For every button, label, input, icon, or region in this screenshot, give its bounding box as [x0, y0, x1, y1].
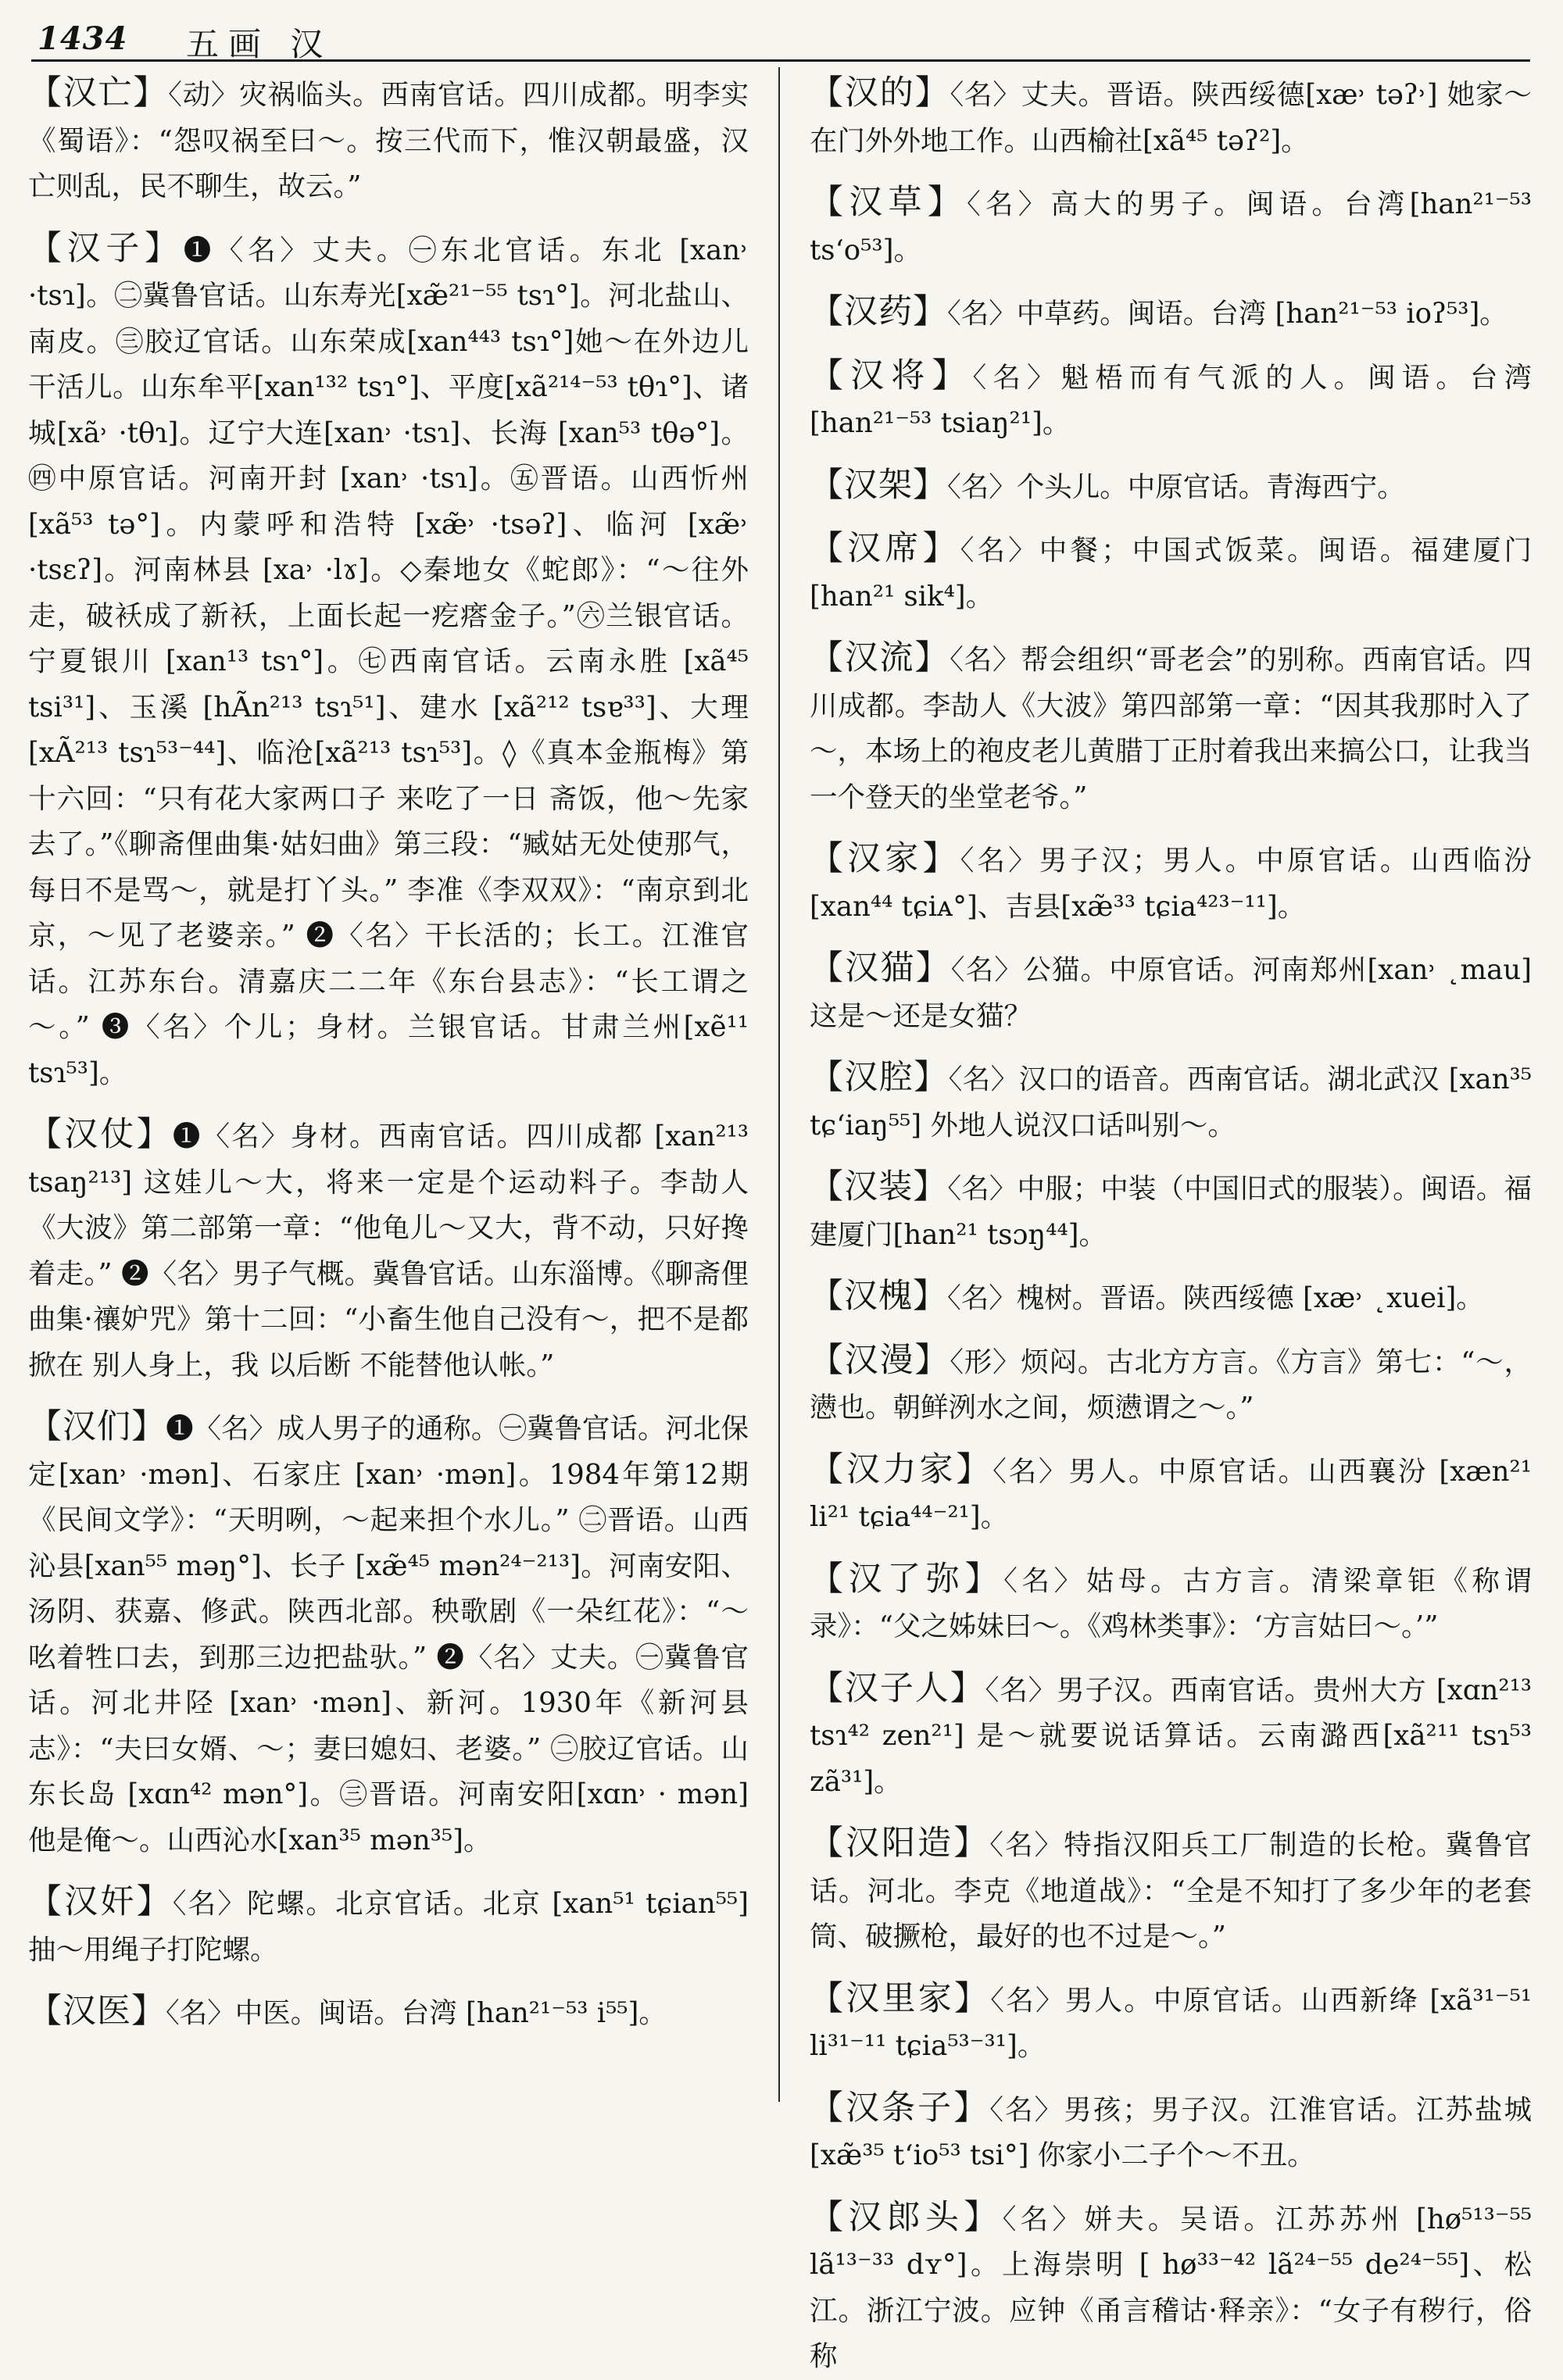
- entry-headword: 【汉家】: [810, 839, 960, 878]
- entry-headword: 【汉漫】: [810, 1340, 950, 1380]
- entry-definition: 〈名〉男孩；男子汉。江淮官话。江苏盐城 [xæ̃³⁵ t‘io⁵³ tsi°] 你家小二子个～不丑。: [810, 2093, 1533, 2171]
- dictionary-entry: [810, 526, 1532, 620]
- entry-headword: 【汉了弥】: [810, 1559, 1004, 1599]
- dictionary-entry: [28, 1879, 749, 1973]
- dictionary-entry: [28, 226, 749, 1097]
- dictionary-entry: [810, 1666, 1532, 1806]
- entry-definition: 〈名〉高大的男子。闽语。台湾[han²¹⁻⁵³ ts‘o⁵³]。: [810, 188, 1533, 266]
- column-divider: [778, 67, 780, 2102]
- entry-definition: 〈名〉中草药。闽语。台湾 [han²¹⁻⁵³ ioʔ⁵³]。: [947, 298, 1508, 330]
- header-rule: [31, 59, 1530, 62]
- entry-headword: 【汉药】: [810, 292, 947, 331]
- entry-definition: 〈名〉公猫。中原官话。河南郑州[xan˒ ˛mau] 这是～还是女猫？: [810, 954, 1533, 1032]
- entry-headword: 【汉们】: [28, 1407, 166, 1446]
- entry-definition: 〈名〉中医。闽语。台湾 [han²¹⁻⁵³ i⁵⁵]。: [166, 1997, 667, 2029]
- entry-headword: 【汉将】: [810, 356, 973, 395]
- entry-headword: 【汉医】: [28, 1992, 166, 2031]
- dictionary-entry: [810, 1447, 1532, 1541]
- entry-definition: ❶〈名〉成人男子的通称。㊀冀鲁官话。河北保定[xan˒ ·mən]、石家庄 [xan˒ ·mən]。1984年第12期《民间文学》：“天明咧，～起来担个水儿。” ㊁晋语。山西沁县[xan⁵⁵ məŋ°]、长子 [xæ̃⁴⁵ mən²⁴⁻²¹³]。河南安阳、汤阴、获嘉、修武。陕西北部。秧歌剧《一朵红花》：“～吆着牲口去，到那三边把盐驮。” ❷〈名〉丈夫。㊀冀鲁官话。河北井陉 [xan˒ ·mən]、新河。1930年《新河县志》：“夫曰女婿、～；妻曰媳妇、老婆。” ㊁胶辽官话。山东长岛 [xɑn⁴² mən°]。㊂晋语。河南安阳[xɑn˒ · mən] 他是俺～。山西沁水[xan³⁵ mən³⁵]。: [28, 1413, 749, 1856]
- section-label: 五画: [186, 25, 271, 63]
- entry-headword: 【汉架】: [810, 465, 947, 505]
- left-column: [28, 70, 749, 2100]
- dictionary-entry: [810, 180, 1532, 273]
- dictionary-entry: [810, 2195, 1532, 2380]
- dictionary-entry: [810, 1274, 1532, 1322]
- dictionary-entry: [28, 1112, 749, 1388]
- entry-definition: 〈名〉个头儿。中原官话。青海西宁。: [947, 470, 1405, 503]
- entry-definition: 〈名〉男子汉；男人。中原官话。山西临汾 [xan⁴⁴ tɕiᴀ°]、吉县[xæ̃³³ tɕia⁴²³⁻¹¹]。: [810, 845, 1533, 923]
- dictionary-entry: [810, 1976, 1532, 2070]
- dictionary-entry: [810, 70, 1532, 164]
- dictionary-entry: [810, 1821, 1532, 1960]
- dictionary-entry: [810, 635, 1532, 820]
- entry-headword: 【汉的】: [810, 73, 950, 113]
- entry-headword: 【汉仗】: [28, 1115, 173, 1154]
- running-title: [186, 19, 332, 66]
- entry-headword: 【汉腔】: [810, 1058, 949, 1097]
- entry-definition: 〈名〉姘夫。吴语。江苏苏州 [hø⁵¹³⁻⁵⁵ lã¹³⁻³³ dʏ°]。上海崇明 [ hø³³⁻⁴² lã²⁴⁻⁵⁵ de²⁴⁻⁵⁵]、松江。浙江宁波。应钟《甬言稽诂·释亲》：“女子有秽行，俗称: [810, 2203, 1533, 2372]
- dictionary-entry: [810, 2085, 1532, 2179]
- entry-headword: 【汉里家】: [810, 1978, 991, 2018]
- entry-headword: 【汉条子】: [810, 2088, 990, 2128]
- entry-headword: 【汉阳造】: [810, 1824, 990, 1863]
- dictionary-entry: [810, 945, 1532, 1039]
- entry-definition: 〈名〉男子汉。西南官话。贵州大方 [xɑn²¹³ tsɿ⁴² zen²¹] 是～就要说话算话。云南潞西[xã²¹¹ tsɿ⁵³ zã³¹]。: [810, 1674, 1533, 1798]
- entry-definition: 〈名〉槐树。晋语。陕西绥德 [xæ˒ ˛xuei]。: [947, 1282, 1484, 1314]
- entry-headword: 【汉子人】: [810, 1668, 985, 1708]
- entry-headword: 【汉席】: [810, 529, 960, 568]
- entry-headword: 【汉奸】: [28, 1882, 173, 1921]
- entry-headword: 【汉槐】: [810, 1277, 947, 1316]
- entry-definition: ❶〈名〉身材。西南官话。四川成都 [xan²¹³ tsaŋ²¹³] 这娃儿～大，将来一定是个运动料子。李劼人《大波》第二部第一章：“他龟儿～又大，背不动，只好搀着走。” ❷〈名〉男子气概。冀鲁官话。山东淄博。《聊斋俚曲集·禳妒咒》第十二回：“小畜生他自己没有～，把不是都掀在 别人身上，我 以后断 不能替他认帐。”: [28, 1120, 749, 1381]
- dictionary-entry: [810, 1164, 1532, 1258]
- entry-definition: 〈名〉帮会组织“哥老会”的别称。西南官话。四川成都。李劼人《大波》第四部第一章：“因其我那时入了～，本场上的袍皮老儿黄腊丁正肘着我出来搞公口，让我当一个登天的坐堂老爷。”: [810, 644, 1533, 813]
- dictionary-entry: [28, 70, 749, 210]
- entry-definition: 〈名〉中服；中装（中国旧式的服装）。闽语。福建厦门[han²¹ tsɔŋ⁴⁴]。: [810, 1173, 1533, 1251]
- entry-headword: 【汉流】: [810, 638, 950, 677]
- entry-definition: ❶〈名〉丈夫。㊀东北官话。东北 [xan˒ ·tsɿ]。㊁冀鲁官话。山东寿光[xæ̃²¹⁻⁵⁵ tsɿ°]。河北盐山、南皮。㊂胶辽官话。山东荣成[xan⁴⁴³ tsɿ°]她～在外边儿干活儿。山东牟平[xan¹³² tsɿ°]、平度[xã²¹⁴⁻⁵³ tθɿ°]、诸城[xã˒ ·tθɿ]。辽宁大连[xan˒ ·tsɿ]、长海 [xan⁵³ tθə°]。㊃中原官话。河南开封 [xan˒ ·tsɿ]。㊄晋语。山西忻州 [xã⁵³ tə°]。内蒙呼和浩特 [xæ̃˒ ·tsəʔ]、临河 [xæ̃˒ ·tsɛʔ]。河南林县 [xa˒ ·lɤ]。◇秦地女《蛇郎》：“～往外走，破袄成了新袄，上面长起一疙瘩金子。”㊅兰银官话。宁夏银川 [xan¹³ tsɿ°]。㊆西南官话。云南永胜 [xã⁴⁵ tsi³¹]、玉溪 [hÃn²¹³ tsɿ⁵¹]、建水 [xã²¹² tsɐ³³]、大理 [xÃ²¹³ tsɿ⁵³⁻⁴⁴]、临沧[xã²¹³ tsɿ⁵³]。◊《真本金瓶梅》第十六回：“只有花大家两口子 来吃了一日 斋饭，他～先家去了。”《聊斋俚曲集·姑妇曲》第三段：“臧姑无处使那气，每日不是骂～，就是打丫头。” 李准《李双双》：“南京到北京，～见了老婆亲。” ❷〈名〉干长活的；长工。江淮官话。江苏东台。清嘉庆二二年《东台县志》：“长工谓之～。” ❸〈名〉个儿；身材。兰银官话。甘肃兰州[xẽ¹¹ tsɿ⁵³]。: [28, 234, 749, 1089]
- entry-definition: 〈名〉魁梧而有气派的人。闽语。台湾 [han²¹⁻⁵³ tsiaŋ²¹]。: [810, 361, 1533, 439]
- entry-headword: 【汉力家】: [810, 1449, 993, 1489]
- entry-definition: 〈动〉灾祸临头。西南官话。四川成都。明李实《蜀语》：“怨叹祸至曰～。按三代而下，惟汉朝最盛，汉亡则乱，民不聊生，故云。”: [28, 79, 749, 202]
- page-number: 1434: [38, 20, 128, 57]
- page-header: [38, 17, 1530, 66]
- entry-headword: 【汉装】: [810, 1167, 948, 1206]
- entry-definition: 〈名〉男人。中原官话。山西新绛 [xã³¹⁻⁵¹ li³¹⁻¹¹ tɕia⁵³⁻³¹]。: [810, 1984, 1533, 2062]
- entry-headword: 【汉草】: [810, 183, 967, 222]
- entry-headword: 【汉子】: [28, 228, 184, 268]
- entry-definition: 〈名〉汉口的语音。西南官话。湖北武汉 [xan³⁵ tɕ‘iaŋ⁵⁵] 外地人说汉口话叫别～。: [810, 1063, 1533, 1142]
- head-character: 汉: [290, 25, 333, 63]
- dictionary-entry: [810, 1338, 1532, 1431]
- dictionary-entry: [810, 1055, 1532, 1149]
- entry-headword: 【汉猫】: [810, 949, 951, 988]
- dictionary-entry: [810, 353, 1532, 447]
- dictionary-entry: [28, 1989, 749, 2037]
- dictionary-entry: [810, 463, 1532, 511]
- entry-definition: 〈名〉男人。中原官话。山西襄汾 [xæn²¹ li²¹ tɕia⁴⁴⁻²¹]。: [810, 1455, 1532, 1533]
- entry-definition: 〈形〉烦闷。古北方方言。《方言》第七：“～，懑也。朝鲜洌水之间，烦懑谓之～。”: [810, 1345, 1533, 1424]
- entry-headword: 【汉亡】: [28, 73, 169, 113]
- entry-definition: 〈名〉丈夫。晋语。陕西绥德[xæ˒ təʔ˒] 她家～在门外外地工作。山西榆社[xã⁴⁵ təʔ²]。: [810, 79, 1533, 157]
- dictionary-entry: [810, 836, 1532, 930]
- dictionary-entry: [810, 289, 1532, 338]
- entry-definition: 〈名〉姑母。古方言。清梁章钜《称谓录》：“父之姊妹曰～。《鸡林类事》：‘方言姑曰～。’”: [810, 1564, 1533, 1642]
- right-column: [810, 70, 1533, 2372]
- dictionary-entry: [28, 1404, 749, 1864]
- entry-definition: 〈名〉特指汉阳兵工厂制造的长枪。冀鲁官话。河北。李克《地道战》：“全是不知打了多少年的老套筒、破撅枪，最好的也不过是～。”: [810, 1829, 1533, 1953]
- entry-definition: 〈名〉陀螺。北京官话。北京 [xan⁵¹ tɕian⁵⁵] 抽～用绳子打陀螺。: [28, 1888, 749, 1966]
- dictionary-entry: [810, 1556, 1532, 1650]
- entry-definition: 〈名〉中餐；中国式饭菜。闽语。福建厦门 [han²¹ sik⁴]。: [810, 534, 1533, 613]
- entry-headword: 【汉郎头】: [810, 2197, 1003, 2237]
